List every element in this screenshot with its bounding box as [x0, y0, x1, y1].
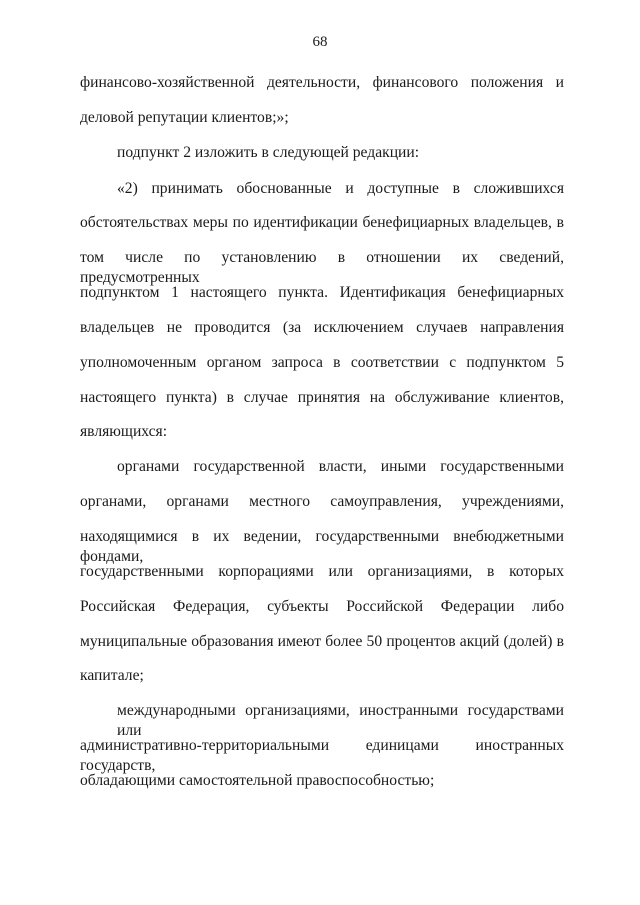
- text-line: уполномоченным органом запроса в соответствии с подпунктом 5: [80, 354, 564, 371]
- text-line: капитале;: [80, 667, 144, 684]
- text-line: муниципальные образования имеют более 50 процентов акций (долей) в: [80, 633, 564, 650]
- text-line: государственными корпорациями или организациями, в которых: [80, 563, 564, 580]
- text-line: том числе по установлению в отношении их сведений, предусмотренных: [80, 249, 564, 286]
- text-line: подпункт 2 изложить в следующей редакции:: [117, 144, 420, 161]
- text-line: находящимися в их ведении, государственными внебюджетными фондами,: [80, 528, 564, 565]
- text-line: международными организациями, иностранными государствами или: [117, 702, 564, 739]
- text-line: органами государственной власти, иными государственными: [117, 458, 564, 475]
- text-line: подпунктом 1 настоящего пункта. Идентификация бенефициарных: [80, 284, 564, 301]
- text-line: «2) принимать обоснованные и доступные в сложившихся: [117, 180, 564, 197]
- page-number: 68: [312, 34, 328, 50]
- text-line: владельцев не проводится (за исключением случаев направления: [80, 319, 564, 336]
- text-line: органами, органами местного самоуправления, учреждениями,: [80, 493, 564, 510]
- text-line: Российская Федерация, субъекты Российской Федерации либо: [80, 598, 564, 615]
- text-line: деловой репутации клиентов;»;: [80, 109, 289, 126]
- text-line: административно-территориальными единицами иностранных государств,: [80, 737, 564, 774]
- text-line: являющихся:: [80, 423, 168, 440]
- text-line: финансово-хозяйственной деятельности, финансового положения и: [80, 74, 564, 91]
- text-line: настоящего пункта) в случае принятия на обслуживание клиентов,: [80, 389, 564, 406]
- text-line: обстоятельствах меры по идентификации бенефициарных владельцев, в: [80, 214, 564, 231]
- text-line: обладающими самостоятельной правоспособностью;: [80, 772, 435, 789]
